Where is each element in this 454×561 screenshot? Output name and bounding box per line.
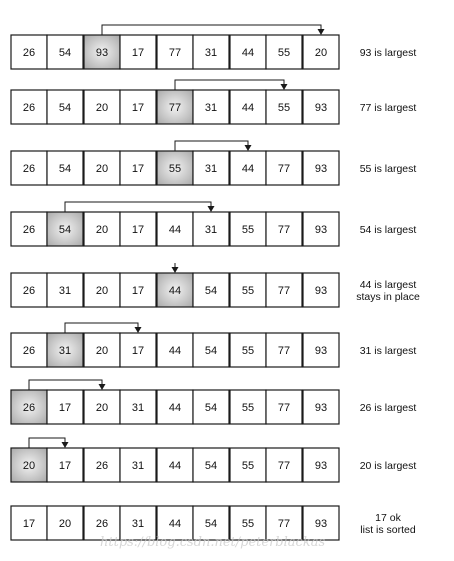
- sort-pass-row: [11, 141, 416, 185]
- array-value: 17: [58, 402, 72, 414]
- array-value: 44: [168, 285, 182, 297]
- array-value: 54: [204, 460, 218, 472]
- array-value: 77: [168, 47, 182, 59]
- pass-note: list is sorted: [360, 524, 416, 536]
- array-value: 55: [241, 285, 255, 297]
- swap-arrow-head: [208, 206, 215, 212]
- array-value: 54: [204, 518, 218, 530]
- sort-pass-row: [11, 323, 416, 367]
- array-value: 93: [314, 345, 328, 357]
- array-value: 20: [95, 402, 109, 414]
- pass-note: 54 is largest: [359, 224, 417, 236]
- array-value: 26: [22, 402, 36, 414]
- swap-arrow-head: [318, 29, 325, 35]
- array-value: 54: [58, 102, 72, 114]
- swap-arrow-head: [281, 84, 288, 90]
- array-value: 77: [277, 402, 291, 414]
- array-value: 26: [22, 345, 36, 357]
- array-value: 77: [277, 345, 291, 357]
- sort-pass-row: [11, 380, 416, 424]
- array-value: 93: [314, 163, 328, 175]
- array-value: 17: [58, 460, 72, 472]
- swap-arrow-line: [29, 380, 102, 390]
- swap-arrow-head: [172, 267, 179, 273]
- array-value: 17: [131, 47, 145, 59]
- array-value: 31: [204, 102, 218, 114]
- array-value: 54: [58, 224, 72, 236]
- array-value: 54: [58, 47, 72, 59]
- array-value: 31: [131, 402, 145, 414]
- array-value: 20: [95, 163, 109, 175]
- array-value: 26: [22, 102, 36, 114]
- array-value: 93: [314, 460, 328, 472]
- array-value: 55: [241, 345, 255, 357]
- array-value: 77: [168, 102, 182, 114]
- array-value: 44: [168, 345, 182, 357]
- pass-note: 44 is largest: [359, 279, 417, 291]
- array-value: 31: [204, 224, 218, 236]
- array-value: 31: [204, 47, 218, 59]
- array-value: 44: [168, 460, 182, 472]
- swap-arrow-head: [62, 442, 69, 448]
- array-value: 20: [95, 102, 109, 114]
- swap-arrow-head: [245, 145, 252, 151]
- array-value: 55: [277, 47, 291, 59]
- sort-pass-row: [11, 438, 416, 482]
- array-value: 17: [131, 285, 145, 297]
- swap-arrow-head: [99, 384, 106, 390]
- array-value: 26: [22, 163, 36, 175]
- array-value: 77: [277, 460, 291, 472]
- array-value: 55: [277, 102, 291, 114]
- watermark: https://blog.csdn.net/peterblackas: [100, 535, 326, 550]
- array-value: 44: [241, 47, 255, 59]
- array-value: 55: [241, 518, 255, 530]
- sort-pass-row: [11, 80, 416, 124]
- array-value: 26: [95, 460, 109, 472]
- array-value: 20: [95, 224, 109, 236]
- array-value: 54: [204, 345, 218, 357]
- array-value: 26: [22, 224, 36, 236]
- array-value: 17: [22, 518, 36, 530]
- sort-pass-row: [11, 25, 416, 69]
- array-value: 31: [131, 460, 145, 472]
- array-value: 44: [241, 163, 255, 175]
- sort-pass-row: [11, 263, 420, 307]
- array-value: 31: [131, 518, 145, 530]
- swap-arrow-line: [175, 80, 284, 90]
- array-value: 26: [95, 518, 109, 530]
- array-value: 31: [58, 285, 72, 297]
- array-value: 77: [277, 285, 291, 297]
- array-value: 17: [131, 345, 145, 357]
- array-value: 54: [204, 285, 218, 297]
- array-value: 44: [168, 402, 182, 414]
- array-value: 54: [204, 402, 218, 414]
- pass-note: 77 is largest: [359, 102, 417, 114]
- array-value: 31: [58, 345, 72, 357]
- array-value: 93: [95, 47, 109, 59]
- array-value: 20: [95, 285, 109, 297]
- pass-note: 55 is largest: [359, 163, 417, 175]
- array-value: 44: [241, 102, 255, 114]
- array-value: 93: [314, 402, 328, 414]
- array-value: 55: [241, 402, 255, 414]
- swap-arrow-line: [102, 25, 321, 35]
- array-value: 55: [241, 224, 255, 236]
- array-value: 31: [204, 163, 218, 175]
- array-value: 26: [22, 285, 36, 297]
- array-value: 44: [168, 224, 182, 236]
- array-value: 20: [58, 518, 72, 530]
- array-value: 93: [314, 518, 328, 530]
- array-value: 17: [131, 163, 145, 175]
- array-value: 44: [168, 518, 182, 530]
- pass-note: stays in place: [356, 291, 420, 303]
- array-value: 54: [58, 163, 72, 175]
- array-value: 55: [241, 460, 255, 472]
- swap-arrow-head: [135, 327, 142, 333]
- array-value: 17: [131, 102, 145, 114]
- pass-note: 93 is largest: [359, 47, 417, 59]
- pass-note: 31 is largest: [359, 345, 417, 357]
- swap-arrow-line: [29, 438, 65, 448]
- array-value: 77: [277, 163, 291, 175]
- swap-arrow-line: [65, 323, 138, 333]
- array-value: 93: [314, 102, 328, 114]
- array-value: 20: [22, 460, 36, 472]
- swap-arrow-line: [65, 202, 211, 212]
- pass-note: 20 is largest: [359, 460, 417, 472]
- array-value: 77: [277, 224, 291, 236]
- array-value: 20: [95, 345, 109, 357]
- swap-arrow-line: [175, 141, 248, 151]
- array-value: 77: [277, 518, 291, 530]
- array-value: 20: [314, 47, 328, 59]
- sort-pass-row: [11, 202, 416, 246]
- array-value: 55: [168, 163, 182, 175]
- array-value: 26: [22, 47, 36, 59]
- array-value: 93: [314, 224, 328, 236]
- sort-passes: [11, 25, 420, 540]
- pass-note: 17 ok: [375, 512, 401, 524]
- array-value: 93: [314, 285, 328, 297]
- array-value: 17: [131, 224, 145, 236]
- pass-note: 26 is largest: [359, 402, 417, 414]
